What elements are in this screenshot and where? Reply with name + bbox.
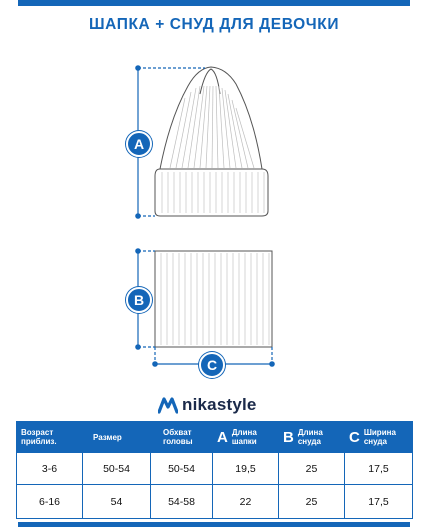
brand-name: nikastyle — [182, 395, 257, 414]
header-snood-length: B Длина снуда — [279, 422, 345, 453]
cell-hat-length: 19,5 — [213, 453, 279, 485]
snood-drawing — [155, 251, 272, 347]
cell-snood-width: 17,5 — [345, 485, 413, 519]
dimension-label-a: A — [126, 131, 152, 157]
cell-snood-length: 25 — [279, 453, 345, 485]
brand-logo — [158, 394, 257, 416]
header-size: Размер — [83, 422, 151, 453]
table-header-row — [17, 422, 413, 453]
header-age: Возраст приблиз. — [17, 422, 83, 453]
cell-snood-length: 25 — [279, 485, 345, 519]
table-row — [17, 485, 413, 519]
bottom-accent-bar — [18, 522, 410, 527]
header-hat-length: A Длина шапки — [213, 422, 279, 453]
header-snood-width: C Ширина снуда — [345, 422, 413, 453]
cell-head-girth: 54-58 — [151, 485, 213, 519]
cell-size: 50-54 — [83, 453, 151, 485]
cell-snood-width: 17,5 — [345, 453, 413, 485]
cell-age: 3-6 — [17, 453, 83, 485]
cell-size: 54 — [83, 485, 151, 519]
cell-hat-length: 22 — [213, 485, 279, 519]
size-table — [16, 421, 413, 519]
table-row — [17, 453, 413, 485]
page-title: ШАПКА + СНУД ДЛЯ ДЕВОЧКИ — [88, 16, 340, 33]
cell-age: 6-16 — [17, 485, 83, 519]
dimension-label-c: C — [199, 352, 225, 378]
cell-head-girth: 50-54 — [151, 453, 213, 485]
nikastyle-logo-icon — [158, 396, 178, 414]
header-head-girth: Обхват головы — [151, 422, 213, 453]
dimension-label-b: B — [126, 287, 152, 313]
hat-drawing — [155, 67, 268, 216]
